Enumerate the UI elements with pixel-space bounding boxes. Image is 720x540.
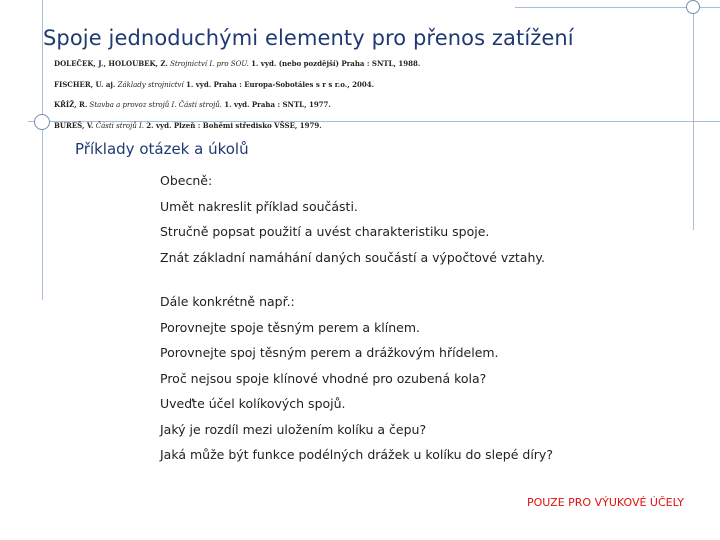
decor-ring-top-right bbox=[686, 0, 700, 14]
slide-title: Spoje jednoduchými elementy pro přenos zatížení bbox=[43, 26, 574, 50]
reference-item bbox=[54, 121, 474, 142]
list-item: Porovnejte spoje těsným perem a klínem. bbox=[160, 319, 421, 335]
reference-authors: FISCHER, U. aj. bbox=[54, 79, 116, 89]
reference-publication: 1. vyd. Praha : SNTL, 1977. bbox=[224, 100, 331, 109]
reference-publication: 1. vyd. (nebo pozdější) Praha : SNTL, 1988. bbox=[251, 59, 421, 68]
list-item: Porovnejte spoj těsným perem a drážkovým hřídelem. bbox=[160, 345, 499, 360]
list-item: Stručně popsat použití a uvést charakteristiku spoje. bbox=[160, 224, 490, 239]
reference-work: Části strojů I. bbox=[95, 121, 144, 130]
list-item: Jaký je rozdíl mezi uložením kolíku a čepu? bbox=[160, 421, 427, 437]
reference-authors: BUREŠ, V. bbox=[54, 120, 94, 130]
list-item: Umět nakreslit příklad součásti. bbox=[160, 198, 358, 214]
reference-authors: DOLEČEK, J., HOLOUBEK, Z. bbox=[54, 59, 168, 68]
references-list bbox=[54, 59, 474, 141]
questions-list bbox=[160, 172, 680, 472]
reference-publication: 2. vyd. Plzeň : Bohěmi středisko VŠSE, 1979. bbox=[146, 120, 322, 130]
reference-item bbox=[54, 59, 474, 80]
list-item: Uveďte účel kolíkových spojů. bbox=[160, 396, 346, 411]
section-subtitle: Příklady otázek a úkolů bbox=[75, 140, 249, 158]
footer-notice: POUZE PRO VÝUKOVÉ ÚČELY bbox=[527, 496, 684, 509]
reference-work: Základy strojnictví bbox=[117, 80, 184, 89]
list-item: Jaká může být funkce podélných drážek u kolíku do slepé díry? bbox=[160, 447, 553, 462]
general-heading: Obecně: bbox=[160, 173, 213, 188]
list-item: Znát základní namáhání daných součástí a výpočtové vztahy. bbox=[160, 249, 545, 265]
reference-item bbox=[54, 80, 474, 101]
reference-authors: KŘÍŽ, R. bbox=[54, 100, 88, 109]
decor-ring-middle-left bbox=[34, 114, 50, 130]
reference-work: Strojnictví I. pro SOU. bbox=[170, 60, 249, 68]
specific-heading: Dále konkrétně např.: bbox=[160, 294, 295, 309]
decor-line-right bbox=[693, 0, 694, 230]
list-item: Proč nejsou spoje klínové vhodné pro ozubená kola? bbox=[160, 370, 487, 386]
reference-publication: 1. vyd. Praha : Europa-Sobotáles s r s r.o., 2004. bbox=[186, 79, 375, 89]
list-spacer bbox=[160, 274, 680, 293]
reference-item bbox=[54, 100, 474, 121]
reference-work: Stavba a provoz strojů I. Části strojů. bbox=[89, 101, 223, 109]
